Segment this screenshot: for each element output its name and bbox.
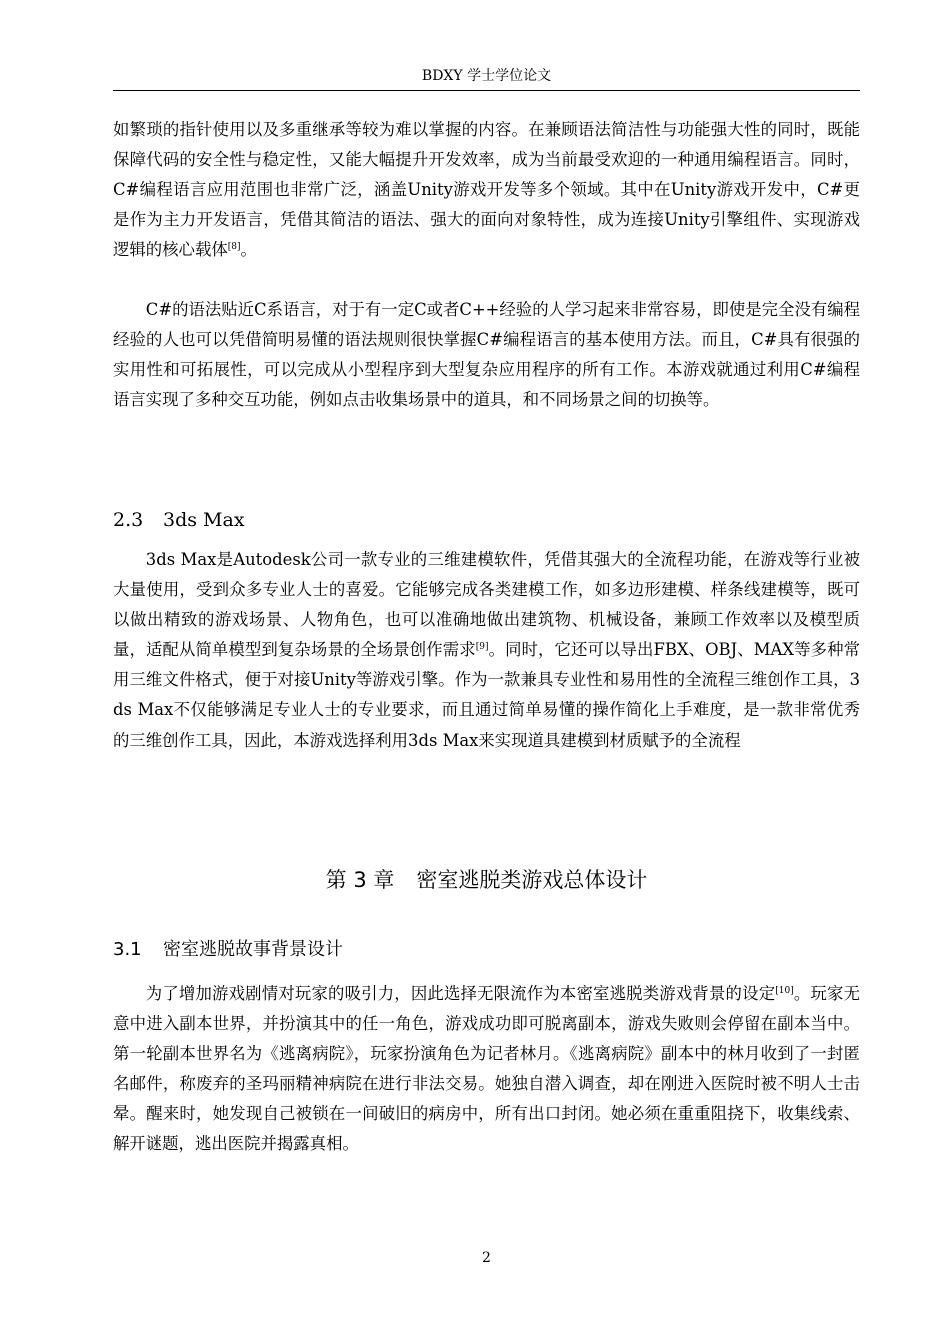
- section-number: 3.1: [113, 939, 142, 960]
- chapter-heading-3: [113, 866, 860, 894]
- section-title: 3ds Max: [163, 509, 245, 531]
- citation: [8]: [227, 242, 241, 253]
- citation: [10]: [775, 986, 794, 996]
- paragraph-tail: 。同时，它还可以导出FBX、OBJ、MAX等多种常用三维文件格式，便于对接Unity等游戏引擎。作为一款兼具专业性和易用性的全流程三维创作工具，3ds Max不仅能够满足专业人士的专业要求，而且通过简单易懂的操作简化上手难度，是一款非常优秀的三维创作工具，因此，本游戏选择利用3ds Max来实现道具建模到材质赋予的全流程: [113, 640, 861, 750]
- paragraph-csharp-syntax: [113, 295, 860, 415]
- section-title: 密室逃脱故事背景设计: [163, 939, 343, 960]
- section-heading-2-3: [113, 508, 245, 532]
- paragraph-tail: 。: [240, 240, 257, 260]
- paragraph-text: C#的语法贴近C系语言，对于有一定C或者C++经验的人学习起来非常容易，即使是完全没有编程经验的人也可以凭借简明易懂的语法规则很快掌握C#编程语言的基本使用方法。而且，C#具有很强的实用性和可拓展性，可以完成从小型程序到大型复杂应用程序的所有工作。本游戏就通过利用C#编程语言实现了多种交互功能，例如点击收集场景中的道具，和不同场景之间的切换等。: [113, 300, 861, 410]
- chapter-number: 第 3 章: [325, 868, 395, 892]
- page-number: 2: [482, 1250, 491, 1266]
- paragraph-text: 为了增加游戏剧情对玩家的吸引力，因此选择无限流作为本密室逃脱类游戏背景的设定: [145, 984, 776, 1003]
- header-rule: [113, 90, 860, 91]
- citation: [9]: [475, 642, 489, 653]
- chapter-title: 密室逃脱类游戏总体设计: [416, 868, 648, 892]
- section-heading-3-1: [113, 938, 343, 962]
- paragraph-text: 3ds Max是Autodesk公司一款专业的三维建模软件，凭借其强大的全流程功能，在游戏等行业被大量使用，受到众多专业人士的喜爱。它能够完成各类建模工作，如多边形建模、样条线建模等，既可以做出精致的游戏场景、人物角色，也可以准确地做出建筑物、机械设备，兼顾工作效率以及模型质量，适配从简单模型到复杂场景的全场景创作需求: [113, 550, 860, 660]
- paragraph-text: 如繁琐的指针使用以及多重继承等较为难以掌握的内容。在兼顾语法简洁性与功能强大性的同时，既能保障代码的安全性与稳定性，又能大幅提升开发效率，成为当前最受欢迎的一种通用编程语言。同时，C#编程语言应用范围也非常广泛，涵盖Unity游戏开发等多个领域。其中在Unity游戏开发中，C#更是作为主力开发语言，凭借其简洁的语法、强大的面向对象特性，成为连接Unity引擎组件、实现游戏逻辑的核心载体: [113, 120, 860, 260]
- paragraph-story-background: [113, 979, 860, 1160]
- paragraph-tail: 。玩家无意中进入副本世界，并扮演其中的任一角色，游戏成功即可脱离副本，游戏失败则会停留在副本当中。第一轮副本世界名为《逃离病院》，玩家扮演角色为记者林月。《逃离病院》副本中的林月收到了一封匿名邮件，称废弃的圣玛丽精神病院在进行非法交易。她独自潜入调查，却在刚进入医院时被不明人士击晕。醒来时，她发现自己被锁在一间破旧的病房中，所有出口封闭。她必须在重重阻挠下，收集线索、解开谜题，逃出医院并揭露真相。: [113, 984, 861, 1154]
- paragraph-csharp-intro: [113, 115, 860, 265]
- running-header: BDXY 学士学位论文: [421, 68, 552, 84]
- section-number: 2.3: [113, 509, 144, 531]
- paragraph-3dsmax: [113, 545, 860, 756]
